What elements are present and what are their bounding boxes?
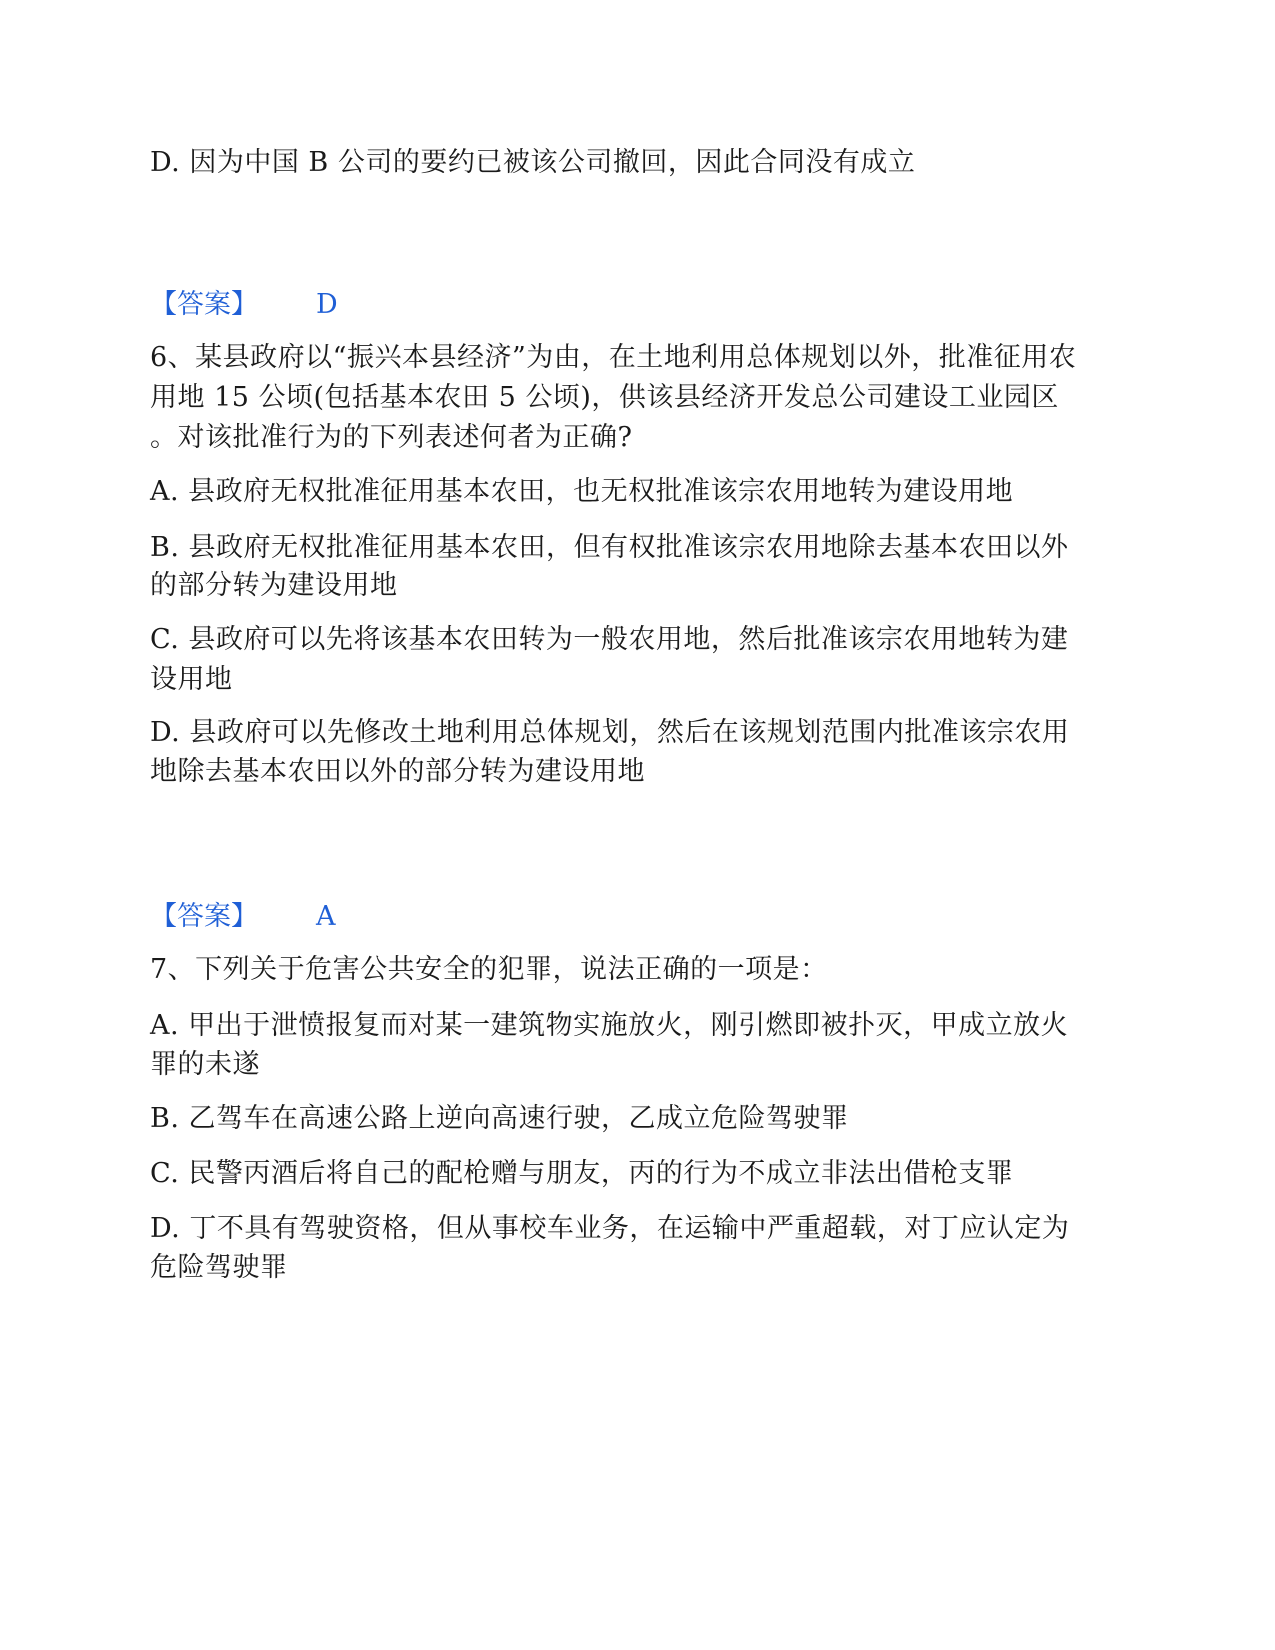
- q7-option-a-line-2: 罪的未遂: [150, 1049, 260, 1080]
- q7-option-a-line-1: A. 甲出于泄愤报复而对某一建筑物实施放火，刚引燃即被扑灭，甲成立放火: [150, 1010, 1069, 1041]
- q7-stem: 7、下列关于危害公共安全的犯罪，说法正确的一项是：: [150, 954, 828, 985]
- q6-stem-line-1: 6、某县政府以“振兴本县经济”为由，在土地利用总体规划以外，批准征用农: [150, 342, 1077, 373]
- q7-option-b: B. 乙驾车在高速公路上逆向高速行驶，乙成立危险驾驶罪: [150, 1103, 849, 1134]
- answer-tag: 【答案】: [150, 901, 258, 932]
- q7-option-c: C. 民警丙酒后将自己的配枪赠与朋友，丙的行为不成立非法出借枪支罪: [150, 1158, 1014, 1189]
- q6-option-c-line-1: C. 县政府可以先将该基本农田转为一般农用地，然后批准该宗农用地转为建: [150, 624, 1069, 655]
- q6-stem-line-3: 。对该批准行为的下列表述何者为正确?: [150, 422, 633, 453]
- answer-tag: 【答案】: [150, 289, 258, 320]
- q6-option-b-line-1: B. 县政府无权批准征用基本农田，但有权批准该宗农用地除去基本农田以外: [150, 532, 1069, 563]
- q6-option-c-line-2: 设用地: [150, 664, 233, 695]
- q6-stem-line-2: 用地 15 公顷(包括基本农田 5 公顷)，供该县经济开发总公司建设工业园区: [150, 382, 1059, 413]
- answer-5: [150, 285, 338, 325]
- answer-value: A: [316, 901, 336, 932]
- q6-option-d-line-1: D. 县政府可以先修改土地利用总体规划，然后在该规划范围内批准该宗农用: [150, 717, 1070, 748]
- answer-value: D: [316, 289, 338, 320]
- q6-option-d-line-2: 地除去基本农田以外的部分转为建设用地: [150, 756, 645, 787]
- answer-6: [150, 897, 336, 937]
- q6-option-a: A. 县政府无权批准征用基本农田，也无权批准该宗农用地转为建设用地: [150, 476, 1014, 507]
- q6-option-b-line-2: 的部分转为建设用地: [150, 570, 398, 601]
- q5-option-d: D. 因为中国 B 公司的要约已被该公司撤回，因此合同没有成立: [150, 147, 916, 178]
- q7-option-d-line-1: D. 丁不具有驾驶资格，但从事校车业务，在运输中严重超载，对丁应认定为: [150, 1213, 1070, 1244]
- q7-option-d-line-2: 危险驾驶罪: [150, 1252, 288, 1283]
